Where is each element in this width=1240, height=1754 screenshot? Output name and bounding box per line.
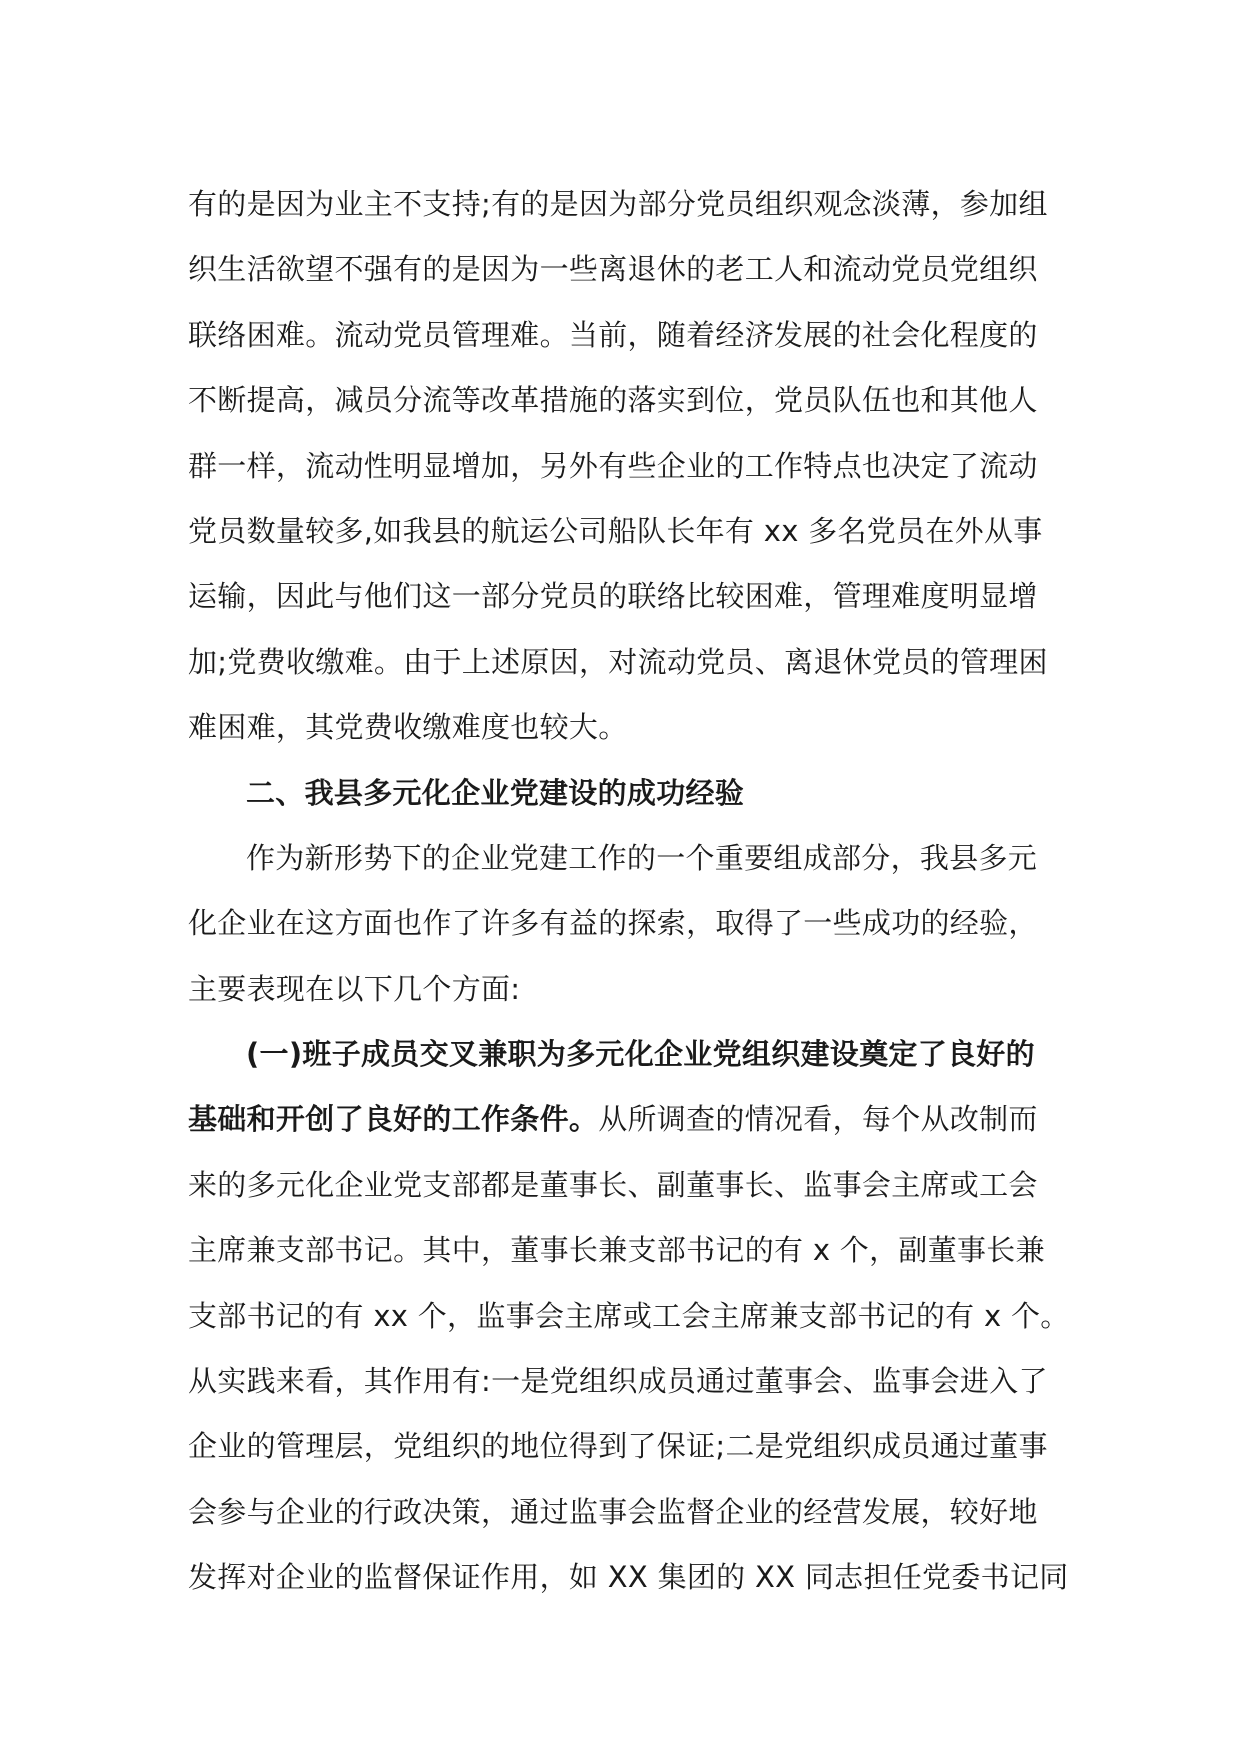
text-run: 加;党费收缴难。由于上述原因，对流动党员、离退休党员的管理困 <box>188 644 1048 679</box>
text-run: 联络困难。流动党员管理难。当前，随着经济发展的社会化程度的 <box>188 317 1038 352</box>
text-line <box>188 499 1048 564</box>
text-run: 化企业在这方面也作了许多有益的探索，取得了一些成功的经验， <box>188 906 1038 941</box>
text-run: 主要表现在以下几个方面: <box>188 971 521 1006</box>
bold-text-run: 基础和开创了良好的工作条件。 <box>188 1102 599 1137</box>
text-line <box>188 303 1048 368</box>
text-run: 主席兼支部书记。其中，董事长兼支部书记的有 x 个，副董事长兼 <box>188 1233 1045 1268</box>
text-run: 从所调查的情况看，每个从改制而 <box>598 1102 1038 1137</box>
text-line <box>188 761 1048 826</box>
text-line <box>188 1153 1048 1218</box>
text-run: 运输，因此与他们这一部分党员的联络比较困难，管理难度明显增 <box>188 579 1038 614</box>
text-line <box>188 1022 1048 1087</box>
text-line <box>188 1284 1070 1349</box>
text-line <box>188 1545 1069 1610</box>
text-line <box>188 826 1048 891</box>
text-run: 会参与企业的行政决策，通过监事会监督企业的经营发展，较好地 <box>188 1494 1038 1529</box>
text-run: 有的是因为业主不支持;有的是因为部分党员组织观念淡薄，参加组 <box>188 187 1048 221</box>
text-line <box>188 957 1048 1022</box>
text-line <box>188 564 1048 629</box>
text-run: 作为新形势下的企业党建工作的一个重要组成部分，我县多元 <box>246 840 1038 875</box>
text-run: 织生活欲望不强有的是因为一些离退休的老工人和流动党员党组织 <box>188 252 1038 287</box>
text-run: 支部书记的有 xx 个，监事会主席或工会主席兼支部书记的有 x 个。 <box>188 1298 1070 1333</box>
text-line <box>188 630 1048 695</box>
document-body <box>188 172 1070 1611</box>
text-run: 不断提高，减员分流等改革措施的落实到位，党员队伍也和其他人 <box>188 383 1038 418</box>
text-line <box>188 237 1048 302</box>
text-line <box>188 1349 1048 1414</box>
text-run: 从实践来看，其作用有:一是党组织成员通过董事会、监事会进入了 <box>188 1364 1048 1399</box>
text-line <box>188 368 1048 433</box>
bold-text-run: (一)班子成员交叉兼职为多元化企业党组织建设奠定了良好的 <box>246 1037 1035 1072</box>
text-line <box>188 695 1048 760</box>
text-line <box>188 1087 1048 1152</box>
text-run: 发挥对企业的监督保证作用，如 XX 集团的 XX 同志担任党委书记同 <box>188 1560 1069 1595</box>
text-line <box>188 434 1048 499</box>
text-run: 来的多元化企业党支部都是董事长、副董事长、监事会主席或工会 <box>188 1167 1038 1202</box>
text-line <box>188 1480 1048 1545</box>
text-run: 企业的管理层，党组织的地位得到了保证;二是党组织成员通过董事 <box>188 1429 1048 1464</box>
text-line <box>188 172 1048 237</box>
text-run: 党员数量较多,如我县的航运公司船队长年有 xx 多名党员在外从事 <box>188 513 1043 548</box>
text-run: 群一样，流动性明显增加，另外有些企业的工作特点也决定了流动 <box>188 448 1038 483</box>
text-line <box>188 1218 1048 1283</box>
text-line <box>188 1414 1048 1479</box>
bold-text-run: 二、我县多元化企业党建设的成功经验 <box>246 775 745 810</box>
text-run: 难困难，其党费收缴难度也较大。 <box>188 710 628 745</box>
text-line <box>188 891 1048 956</box>
